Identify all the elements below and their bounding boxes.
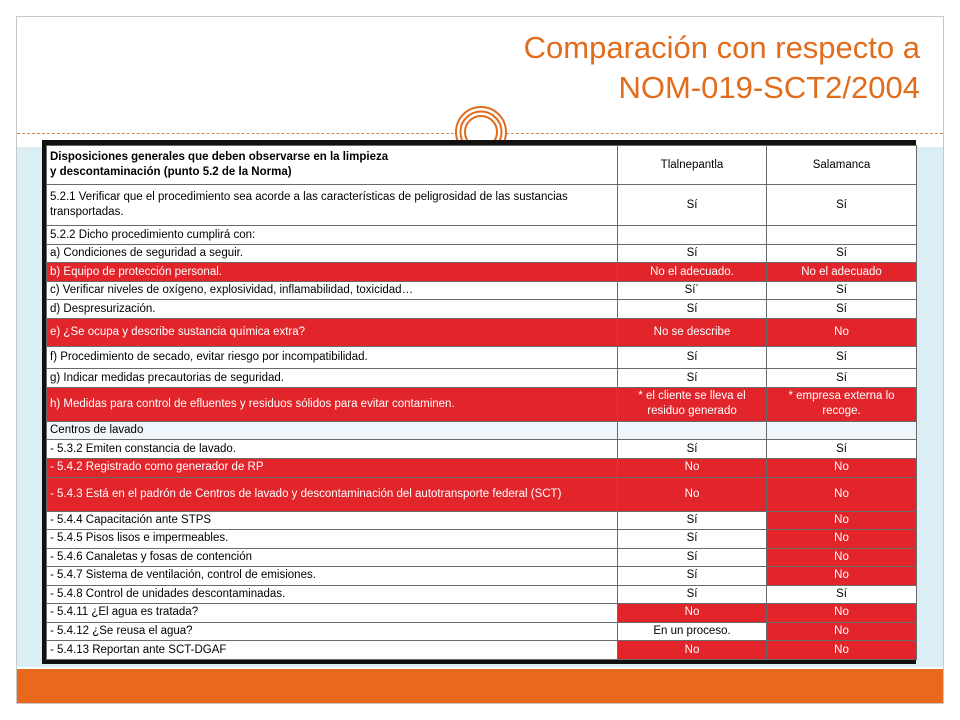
row-label: c) Verificar niveles de oxígeno, explosividad, inflamabilidad, toxicidad… xyxy=(47,281,618,300)
tlalnepantla-value: No xyxy=(618,477,767,511)
salamanca-value xyxy=(767,226,917,245)
table-row xyxy=(47,477,917,511)
tlalnepantla-value: Sí xyxy=(618,244,767,263)
table-row xyxy=(47,263,917,282)
header-tlalnepantla: Tlalnepantla xyxy=(618,146,767,185)
row-label: 5.2.1 Verificar que el procedimiento sea acorde a las características de peligrosidad de las sustancias transportadas. xyxy=(47,185,618,226)
tlalnepantla-value: Sí xyxy=(618,548,767,567)
row-label: - 5.4.2 Registrado como generador de RP xyxy=(47,459,618,478)
salamanca-value: * empresa externa lo recoge. xyxy=(767,387,917,421)
salamanca-value: No xyxy=(767,477,917,511)
tlalnepantla-value: No se describe xyxy=(618,318,767,346)
row-label: e) ¿Se ocupa y describe sustancia química extra? xyxy=(47,318,618,346)
salamanca-value: Sí xyxy=(767,300,917,319)
row-label: - 5.4.6 Canaletas y fosas de contención xyxy=(47,548,618,567)
salamanca-value: Sí xyxy=(767,185,917,226)
row-label: 5.2.2 Dicho procedimiento cumplirá con: xyxy=(47,226,618,245)
tlalnepantla-value: No xyxy=(618,459,767,478)
salamanca-value: No xyxy=(767,459,917,478)
row-label: - 5.4.8 Control de unidades descontaminadas. xyxy=(47,585,618,604)
row-label: a) Condiciones de seguridad a seguir. xyxy=(47,244,618,263)
salamanca-value: No xyxy=(767,604,917,623)
table-row xyxy=(47,318,917,346)
table-row xyxy=(47,281,917,300)
tlalnepantla-value: No xyxy=(618,604,767,623)
tlalnepantla-value: No el adecuado. xyxy=(618,263,767,282)
row-label: b) Equipo de protección personal. xyxy=(47,263,618,282)
row-label: - 5.4.5 Pisos lisos e impermeables. xyxy=(47,530,618,549)
bottom-accent-bar xyxy=(17,669,943,703)
salamanca-value: No xyxy=(767,548,917,567)
table-row xyxy=(47,622,917,641)
header-dispositions-line-1: Disposiciones generales que deben observarse en la limpieza xyxy=(50,151,389,164)
salamanca-value: Sí xyxy=(767,440,917,459)
header-dispositions xyxy=(47,146,618,185)
row-label: h) Medidas para control de efluentes y residuos sólidos para evitar contaminen. xyxy=(47,387,618,421)
tlalnepantla-value: Sí xyxy=(618,300,767,319)
table-row xyxy=(47,346,917,369)
header-salamanca: Salamanca xyxy=(767,146,917,185)
table-row xyxy=(47,567,917,586)
tlalnepantla-value xyxy=(618,421,767,440)
salamanca-value: Sí xyxy=(767,585,917,604)
title-line-1: Comparación con respecto a xyxy=(523,30,920,65)
table-row xyxy=(47,185,917,226)
tlalnepantla-value: Sí xyxy=(618,567,767,586)
tlalnepantla-value: Sí xyxy=(618,346,767,369)
table-row xyxy=(47,226,917,245)
tlalnepantla-value: No xyxy=(618,641,767,660)
table-row xyxy=(47,369,917,388)
row-label: - 5.3.2 Emiten constancia de lavado. xyxy=(47,440,618,459)
tlalnepantla-value: Sí xyxy=(618,369,767,388)
table-row xyxy=(47,548,917,567)
row-label: f) Procedimiento de secado, evitar riesgo por incompatibilidad. xyxy=(47,346,618,369)
salamanca-value: No xyxy=(767,511,917,530)
salamanca-value: No xyxy=(767,641,917,660)
tlalnepantla-value: En un proceso. xyxy=(618,622,767,641)
table-row xyxy=(47,300,917,319)
table-row xyxy=(47,440,917,459)
salamanca-value: Sí xyxy=(767,281,917,300)
row-label: Centros de lavado xyxy=(47,421,618,440)
tlalnepantla-value: * el cliente se lleva el residuo generado xyxy=(618,387,767,421)
table-row xyxy=(47,387,917,421)
table-row xyxy=(47,641,917,660)
row-label: - 5.4.13 Reportan ante SCT-DGAF xyxy=(47,641,618,660)
salamanca-value: Sí xyxy=(767,346,917,369)
salamanca-value: Sí xyxy=(767,244,917,263)
row-label: - 5.4.11 ¿El agua es tratada? xyxy=(47,604,618,623)
row-label: - 5.4.7 Sistema de ventilación, control de emisiones. xyxy=(47,567,618,586)
row-label: - 5.4.12 ¿Se reusa el agua? xyxy=(47,622,618,641)
salamanca-value: No xyxy=(767,567,917,586)
salamanca-value: Sí xyxy=(767,369,917,388)
salamanca-value: No xyxy=(767,622,917,641)
table-row xyxy=(47,244,917,263)
comparison-table-container xyxy=(42,140,916,664)
tlalnepantla-value: Sí´ xyxy=(618,281,767,300)
table-row xyxy=(47,459,917,478)
table-row xyxy=(47,604,917,623)
comparison-table xyxy=(46,145,917,660)
title-line-2: NOM-019-SCT2/2004 xyxy=(618,70,920,105)
tlalnepantla-value: Sí xyxy=(618,585,767,604)
salamanca-value: No el adecuado xyxy=(767,263,917,282)
table-row xyxy=(47,421,917,440)
salamanca-value: No xyxy=(767,530,917,549)
tlalnepantla-value: Sí xyxy=(618,185,767,226)
tlalnepantla-value: Sí xyxy=(618,511,767,530)
salamanca-value xyxy=(767,421,917,440)
row-label: - 5.4.4 Capacitación ante STPS xyxy=(47,511,618,530)
row-label: - 5.4.3 Está en el padrón de Centros de lavado y descontaminación del autotransporte federal (SCT) xyxy=(47,477,618,511)
slide-title xyxy=(300,28,920,108)
row-label: d) Despresurización. xyxy=(47,300,618,319)
table-header-row xyxy=(47,146,917,185)
tlalnepantla-value xyxy=(618,226,767,245)
table-row xyxy=(47,585,917,604)
row-label: g) Indicar medidas precautorias de seguridad. xyxy=(47,369,618,388)
tlalnepantla-value: Sí xyxy=(618,530,767,549)
header-dispositions-line-2: y descontaminación (punto 5.2 de la Norma) xyxy=(50,166,292,179)
table-row xyxy=(47,511,917,530)
tlalnepantla-value: Sí xyxy=(618,440,767,459)
table-row xyxy=(47,530,917,549)
salamanca-value: No xyxy=(767,318,917,346)
